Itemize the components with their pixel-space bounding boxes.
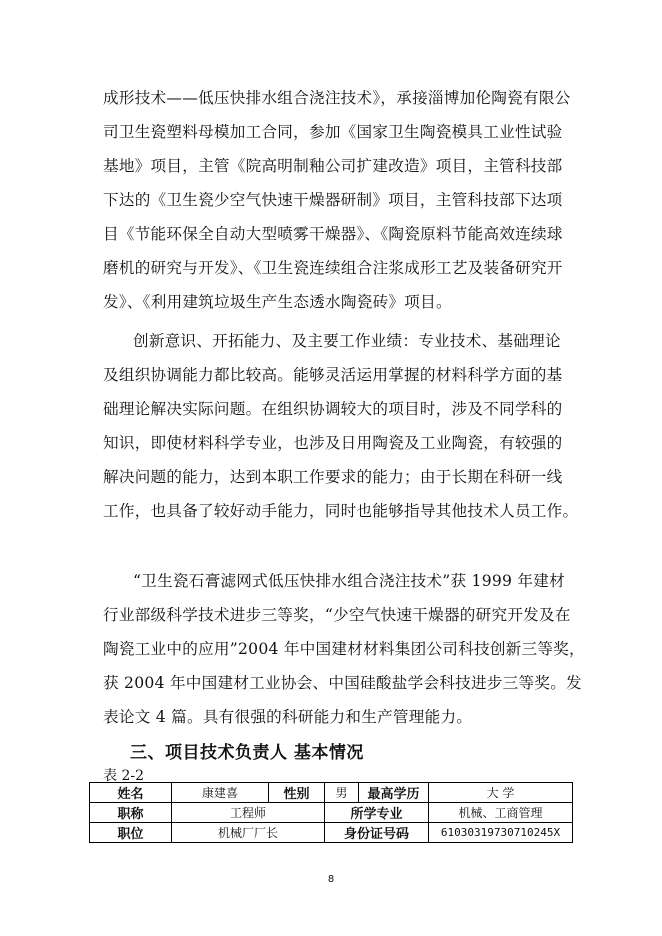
table-row [90,823,573,843]
text-line: 获 2004 年中国建材工业协会、中国硅酸盐学会科技进步三等奖。发 [103,674,582,692]
text-line: 陶瓷工业中的应用”2004 年中国建材材料集团公司科技创新三等奖， [103,640,585,658]
gender-value: 男 [325,783,359,803]
text-line: 行业部级科学技术进步三等奖，“少空气快速干燥器的研究开发及在 [103,606,571,624]
text-line: 基地》项目，主管《院高明制釉公司扩建改造》项目，主管科技部 [103,157,563,175]
text-line: 创新意识、开拓能力、及主要工作业绩：专业技术、基础理论 [133,332,561,350]
text-line: 目《节能环保全自动大型喷雾干燥器》、《陶瓷原料节能高效连续球 [103,225,563,243]
education-value: 大 学 [429,783,573,803]
basic-info-table [89,782,573,843]
title-label: 职称 [90,803,172,823]
education-label: 最高学历 [359,783,429,803]
position-value: 机械厂厂长 [172,823,325,843]
text-line: 表论文 4 篇。具有很强的科研能力和生产管理能力。 [103,708,473,726]
text-line: “卫生瓷石膏滤网式低压快排水组合浇注技术”获 1999 年建材 [133,572,565,590]
text-line: 知识，即使材料科学专业，也涉及日用陶瓷及工业陶瓷，有较强的 [103,434,563,452]
name-value: 康建喜 [172,783,269,803]
text-line: 工作，也具备了较好动手能力，同时也能够指导其他技术人员工作。 [103,502,579,520]
text-line: 及组织协调能力都比较高。能够灵活运用掌握的材料科学方面的基 [103,366,563,384]
text-line: 下达的《卫生瓷少空气快速干燥器研制》项目，主管科技部下达项 [103,191,563,209]
text-line: 司卫生瓷塑料母模加工合同，参加《国家卫生陶瓷模具工业性试验 [103,123,563,141]
title-value: 工程师 [172,803,325,823]
text-line: 础理论解决实际问题。在组织协调较大的项目时，涉及不同学科的 [103,400,563,418]
id-number-value: 61030319730710245X [429,823,573,843]
major-label: 所学专业 [325,803,429,823]
table-label: 表 2-2 [103,768,144,784]
text-line: 磨机的研究与开发》、《卫生瓷连续组合注浆成形工艺及装备研究开 [103,259,563,277]
name-label: 姓名 [90,783,172,803]
position-label: 职位 [90,823,172,843]
text-line: 发》、《利用建筑垃圾生产生态透水陶瓷砖》项目。 [103,293,452,311]
text-line: 解决问题的能力，达到本职工作要求的能力；由于长期在科研一线 [103,468,563,486]
gender-label: 性别 [269,783,325,803]
section-heading: 三、项目技术负责人 基本情况 [130,743,364,763]
table-row [90,783,573,803]
page-number: 8 [327,874,335,885]
text-line: 成形技术——低压快排水组合浇注技术》，承接淄博加伦陶瓷有限公 [103,89,571,107]
id-number-label: 身份证号码 [325,823,429,843]
major-value: 机械、工商管理 [429,803,573,823]
table-row [90,803,573,823]
